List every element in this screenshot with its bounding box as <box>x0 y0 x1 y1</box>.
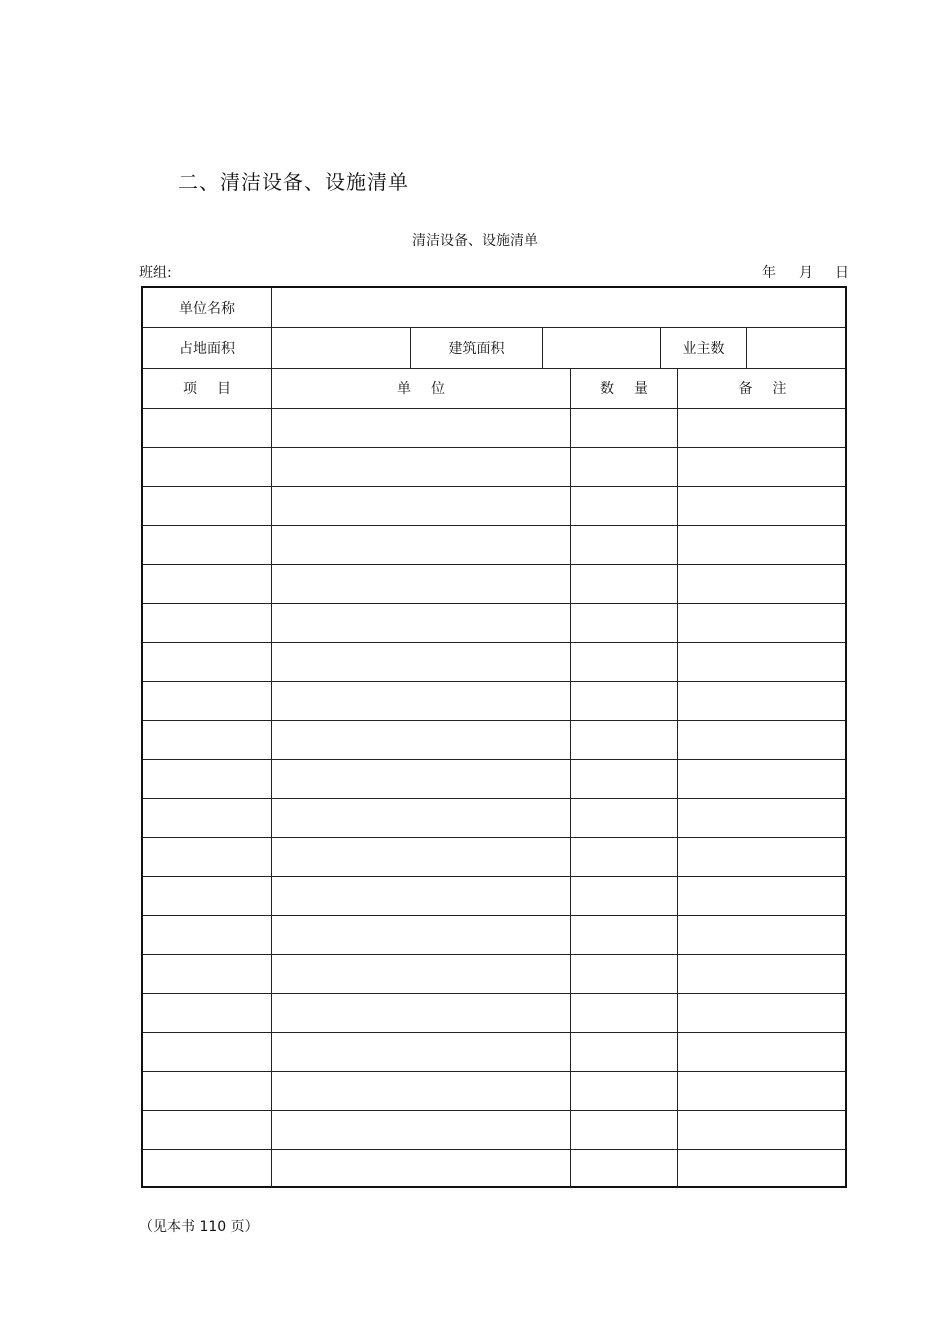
table-cell-quantity[interactable] <box>571 759 677 798</box>
column-header-remarks: 备注 <box>738 381 807 397</box>
table-cell-quantity[interactable] <box>571 408 677 447</box>
table-cell-remarks[interactable] <box>678 564 847 603</box>
table-cell-remarks[interactable] <box>678 642 847 681</box>
table-cell-unit[interactable] <box>272 525 570 564</box>
table-cell-item[interactable] <box>143 759 271 798</box>
table-cell-remarks[interactable] <box>678 603 847 642</box>
table-cell-item[interactable] <box>143 837 271 876</box>
item-rows <box>143 288 845 1186</box>
table-cell-item[interactable] <box>143 564 271 603</box>
form-title: 清洁设备、设施清单 <box>412 233 538 249</box>
table-cell-unit[interactable] <box>272 798 570 837</box>
table-cell-item[interactable] <box>143 915 271 954</box>
table-cell-item[interactable] <box>143 1032 271 1071</box>
table-cell-item[interactable] <box>143 954 271 993</box>
column-header-unit: 单位 <box>397 381 465 397</box>
table-cell-unit[interactable] <box>272 642 570 681</box>
table-cell-quantity[interactable] <box>571 837 677 876</box>
table-cell-unit[interactable] <box>272 993 570 1032</box>
table-cell-item[interactable] <box>143 720 271 759</box>
table-cell-item[interactable] <box>143 1071 271 1110</box>
table-cell-remarks[interactable] <box>678 1110 847 1149</box>
table-cell-quantity[interactable] <box>571 915 677 954</box>
table-cell-item[interactable] <box>143 408 271 447</box>
table-cell-quantity[interactable] <box>571 1032 677 1071</box>
table-cell-item[interactable] <box>143 798 271 837</box>
building-area-label: 建筑面积 <box>448 340 505 357</box>
table-cell-remarks[interactable] <box>678 1149 847 1188</box>
table-cell-quantity[interactable] <box>571 447 677 486</box>
column-header-item: 项目 <box>183 381 251 397</box>
column-header-quantity: 数量 <box>600 381 668 397</box>
table-cell-item[interactable] <box>143 993 271 1032</box>
equipment-list-form <box>141 286 847 1188</box>
table-cell-quantity[interactable] <box>571 720 677 759</box>
owners-label: 业主数 <box>682 340 725 357</box>
table-cell-quantity[interactable] <box>571 525 677 564</box>
table-cell-quantity[interactable] <box>571 603 677 642</box>
table-cell-item[interactable] <box>143 1110 271 1149</box>
table-cell-remarks[interactable] <box>678 681 847 720</box>
table-cell-remarks[interactable] <box>678 837 847 876</box>
table-cell-remarks[interactable] <box>678 876 847 915</box>
table-cell-quantity[interactable] <box>571 954 677 993</box>
table-cell-quantity[interactable] <box>571 798 677 837</box>
date-day-label: 日 <box>835 265 849 281</box>
table-cell-remarks[interactable] <box>678 525 847 564</box>
table-cell-unit[interactable] <box>272 915 570 954</box>
table-cell-unit[interactable] <box>272 486 570 525</box>
table-cell-quantity[interactable] <box>571 1149 677 1188</box>
table-cell-remarks[interactable] <box>678 798 847 837</box>
table-cell-unit[interactable] <box>272 564 570 603</box>
table-cell-quantity[interactable] <box>571 681 677 720</box>
table-cell-remarks[interactable] <box>678 954 847 993</box>
table-cell-quantity[interactable] <box>571 486 677 525</box>
date-month-label: 月 <box>799 265 813 281</box>
table-cell-item[interactable] <box>143 603 271 642</box>
date-year-label: 年 <box>762 265 776 281</box>
table-cell-unit[interactable] <box>272 954 570 993</box>
table-cell-item[interactable] <box>143 1149 271 1188</box>
land-area-label: 占地面积 <box>179 340 235 357</box>
table-cell-unit[interactable] <box>272 1149 570 1188</box>
table-cell-quantity[interactable] <box>571 1071 677 1110</box>
table-cell-quantity[interactable] <box>571 1110 677 1149</box>
table-cell-quantity[interactable] <box>571 876 677 915</box>
team-label: 班组: <box>139 265 172 281</box>
table-cell-remarks[interactable] <box>678 1032 847 1071</box>
table-cell-unit[interactable] <box>272 837 570 876</box>
table-cell-unit[interactable] <box>272 1110 570 1149</box>
table-cell-remarks[interactable] <box>678 759 847 798</box>
table-cell-item[interactable] <box>143 486 271 525</box>
table-cell-remarks[interactable] <box>678 993 847 1032</box>
table-cell-quantity[interactable] <box>571 564 677 603</box>
table-cell-unit[interactable] <box>272 1071 570 1110</box>
table-cell-unit[interactable] <box>272 876 570 915</box>
table-cell-item[interactable] <box>143 681 271 720</box>
table-cell-quantity[interactable] <box>571 642 677 681</box>
table-cell-item[interactable] <box>143 525 271 564</box>
table-cell-unit[interactable] <box>272 603 570 642</box>
table-cell-unit[interactable] <box>272 1032 570 1071</box>
table-cell-remarks[interactable] <box>678 720 847 759</box>
table-cell-item[interactable] <box>143 447 271 486</box>
table-cell-unit[interactable] <box>272 447 570 486</box>
table-cell-remarks[interactable] <box>678 915 847 954</box>
table-cell-remarks[interactable] <box>678 486 847 525</box>
table-cell-item[interactable] <box>143 876 271 915</box>
table-cell-remarks[interactable] <box>678 408 847 447</box>
table-cell-unit[interactable] <box>272 681 570 720</box>
table-cell-unit[interactable] <box>272 720 570 759</box>
table-cell-unit[interactable] <box>272 759 570 798</box>
table-cell-remarks[interactable] <box>678 1071 847 1110</box>
table-cell-item[interactable] <box>143 642 271 681</box>
section-heading: 二、清洁设备、设施清单 <box>178 170 409 194</box>
table-cell-quantity[interactable] <box>571 993 677 1032</box>
table-cell-unit[interactable] <box>272 408 570 447</box>
unit-name-label: 单位名称 <box>179 300 235 317</box>
footnote: （见本书 110 页） <box>139 1219 259 1235</box>
table-cell-remarks[interactable] <box>678 447 847 486</box>
